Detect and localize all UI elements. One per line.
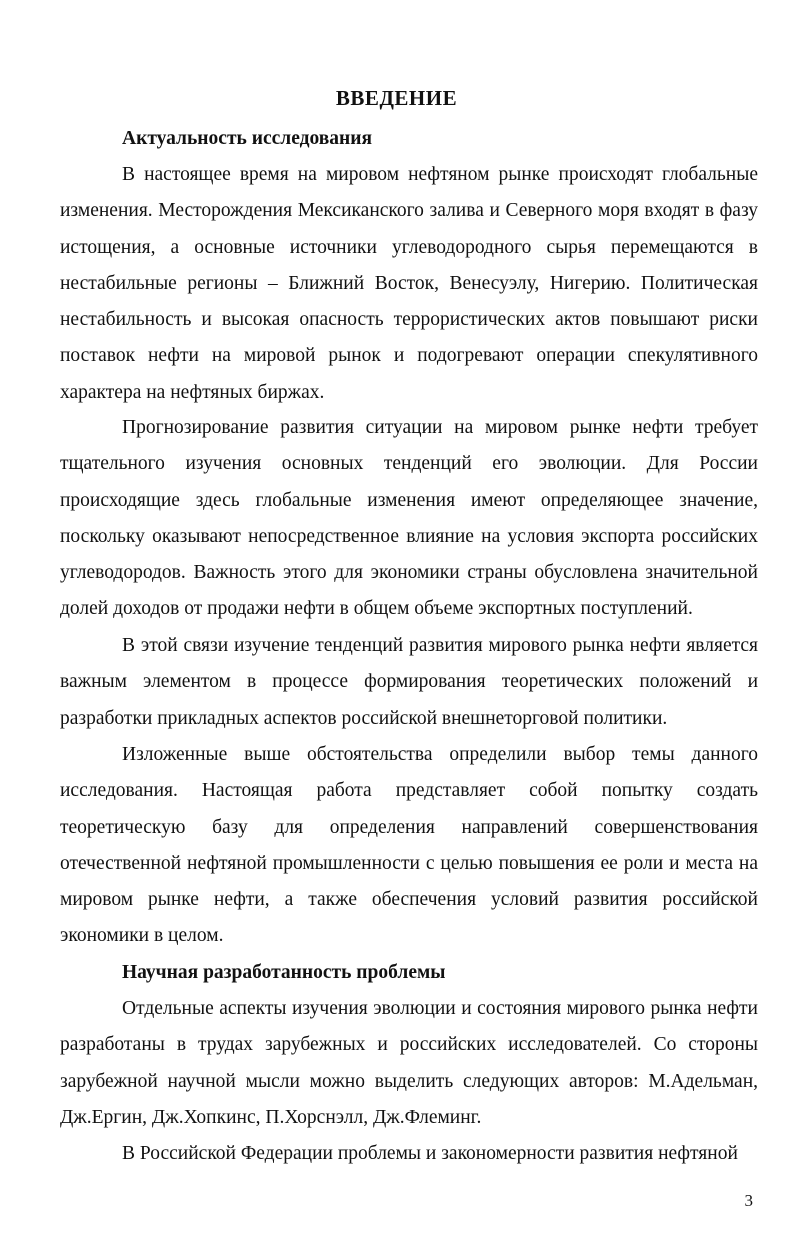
paragraph: Прогнозирование развития ситуации на мировом рынке нефти требует тщательного изучения основных тенденций его эволюции. Для России происходящие здесь глобальные изменения имеют определяющее значение, поскольку оказывают непосредственное влияние на условия экспорта российских углеводородов. Важность этого для экономики страны обусловлена значительной долей доходов от продажи нефти в общем объеме экспортных поступлений.	[60, 417, 758, 620]
paragraph: В настоящее время на мировом нефтяном рынке происходят глобальные изменения. Месторождения Мексиканского залива и Северного моря входят в фазу истощения, а основные источники углеводородного сырья перемещаются в нестабильные регионы – Ближний Восток, Венесуэлу, Нигерию. Политическая нестабильность и высокая опасность террористических актов повышают риски поставок нефти на мировой рынок и подогревают операции спекулятивного характера на нефтяных биржах.	[60, 164, 758, 403]
section-heading-relevance: Актуальность исследования	[122, 128, 373, 149]
page-number: 3	[744, 1191, 753, 1210]
section-heading-research: Научная разработанность проблемы	[122, 962, 446, 983]
page-title: ВВЕДЕНИЕ	[335, 86, 458, 110]
paragraph: Изложенные выше обстоятельства определили выбор темы данного исследования. Настоящая работа представляет собой попытку создать теоретическую базу для определения направлений совершенствования отечественной нефтяной промышленности с целью повышения ее роли и места на мировом рынке нефти, а также обеспечения условий развития российской экономики в целом.	[60, 744, 758, 947]
paragraph: В Российской Федерации проблемы и закономерности развития нефтяной	[122, 1143, 738, 1164]
paragraph: Отдельные аспекты изучения эволюции и состояния мирового рынка нефти разработаны в трудах зарубежных и российских исследователей. Со стороны зарубежной научной мысли можно выделить следующих авторов: М.Адельман, Дж.Ергин, Дж.Хопкинс, П.Хорснэлл, Дж.Флеминг.	[60, 998, 758, 1128]
paragraph: В этой связи изучение тенденций развития мирового рынка нефти является важным элементом в процессе формирования теоретических положений и разработки прикладных аспектов российской внешнеторговой политики.	[60, 635, 758, 729]
